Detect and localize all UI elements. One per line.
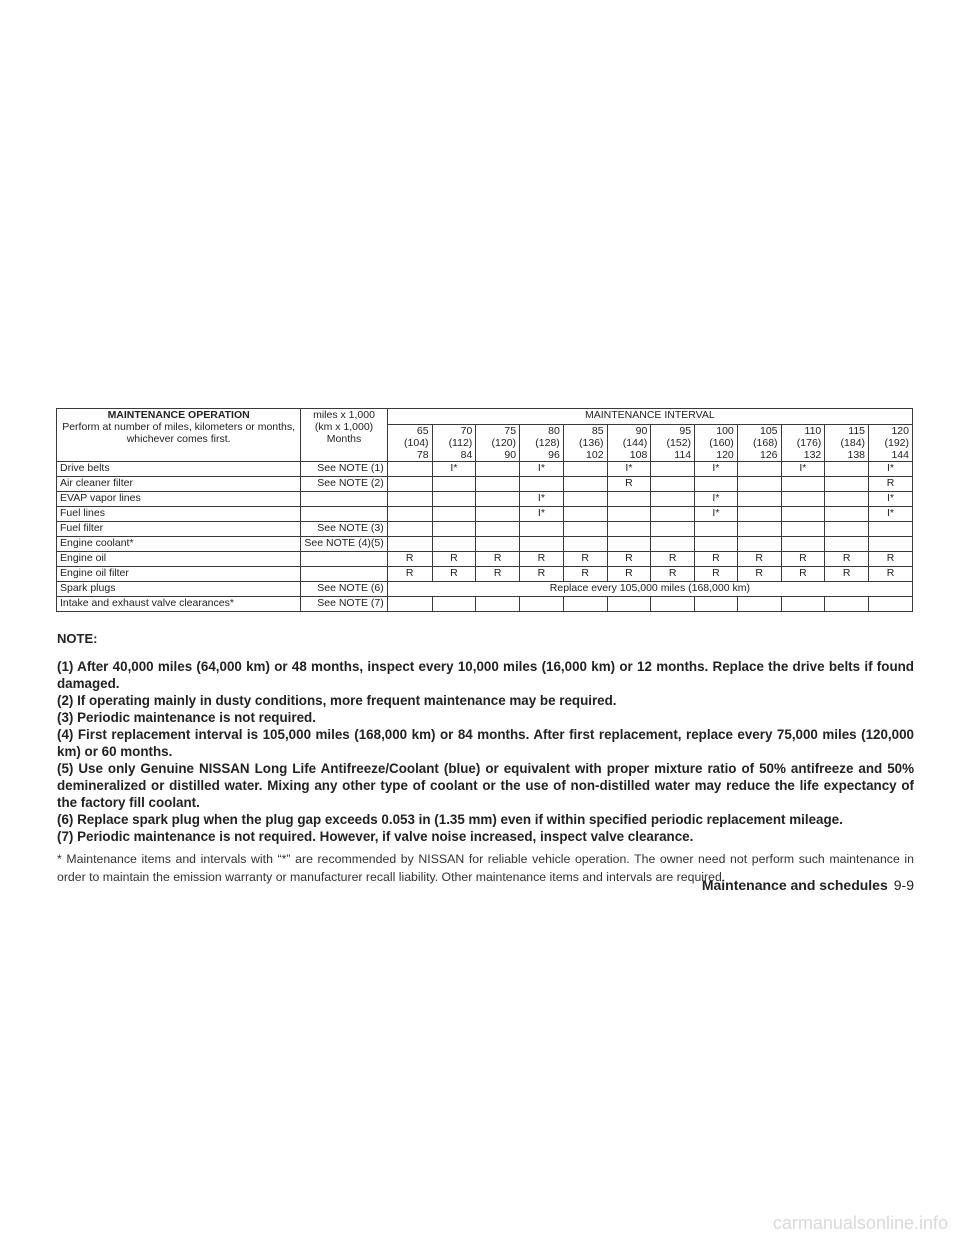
interval-mark: [432, 537, 476, 552]
interval-mark: [825, 477, 869, 492]
miles-label: miles x 1,000: [313, 409, 375, 421]
interval-mark: [607, 492, 651, 507]
interval-mark: [825, 507, 869, 522]
operation-name: Drive belts: [57, 462, 301, 477]
interval-mark: R: [651, 552, 695, 567]
interval-cell: [737, 425, 781, 462]
interval-mark: I*: [869, 492, 913, 507]
interval-cell: [563, 425, 607, 462]
interval-mark: R: [476, 552, 520, 567]
interval-mark: [695, 597, 738, 612]
interval-mark: [432, 597, 476, 612]
note-item: (2) If operating mainly in dusty conditions, more frequent maintenance may be required.: [57, 693, 617, 708]
operation-note: See NOTE (2): [301, 477, 388, 492]
interval-mark: [869, 597, 913, 612]
interval-km: (176): [796, 437, 822, 449]
interval-miles: 115: [848, 425, 866, 437]
interval-mark: [387, 507, 432, 522]
interval-cell: [432, 425, 476, 462]
interval-mark: [781, 597, 825, 612]
interval-miles: 80: [548, 425, 560, 437]
interval-months: 90: [504, 449, 517, 461]
operation-name: Air cleaner filter: [57, 477, 301, 492]
interval-mark: [476, 462, 520, 477]
interval-mark: [563, 597, 607, 612]
interval-months: 114: [674, 449, 692, 461]
table-row: [57, 477, 913, 492]
interval-mark: I*: [432, 462, 476, 477]
interval-mark: [520, 477, 564, 492]
operation-note: See NOTE (6): [301, 582, 388, 597]
interval-mark: [825, 537, 869, 552]
note-item: (4) First replacement interval is 105,000 miles (168,000 km) or 84 months. After first replacement, replace every 75,000 miles (120,000 km) or 60 months.: [57, 727, 914, 759]
interval-miles: 105: [760, 425, 778, 437]
interval-mark: [651, 522, 695, 537]
interval-header: MAINTENANCE INTERVAL: [387, 409, 912, 425]
operation-note: [301, 567, 388, 582]
interval-mark: [737, 507, 781, 522]
interval-mark: [520, 597, 564, 612]
interval-miles: 70: [460, 425, 473, 437]
interval-mark: R: [695, 552, 738, 567]
interval-mark: R: [476, 567, 520, 582]
interval-mark: [737, 492, 781, 507]
interval-mark: R: [563, 552, 607, 567]
interval-mark: [387, 522, 432, 537]
interval-miles: 95: [679, 425, 692, 437]
interval-mark: [737, 537, 781, 552]
interval-km: (128): [535, 437, 560, 449]
interval-mark: [432, 477, 476, 492]
interval-mark: [476, 522, 520, 537]
interval-mark: I*: [520, 462, 564, 477]
interval-mark: R: [737, 567, 781, 582]
interval-mark: [563, 462, 607, 477]
interval-mark: [737, 462, 781, 477]
interval-mark: I*: [781, 462, 825, 477]
interval-mark: R: [869, 552, 913, 567]
operation-name: Engine oil: [57, 552, 301, 567]
interval-mark: [869, 537, 913, 552]
interval-km: (192): [884, 437, 909, 449]
interval-mark: [825, 597, 869, 612]
interval-span-text: Replace every 105,000 miles (168,000 km): [387, 582, 912, 597]
interval-miles: 110: [804, 425, 822, 437]
table-row: [57, 522, 913, 537]
interval-cell: [520, 425, 564, 462]
interval-mark: R: [432, 552, 476, 567]
interval-mark: R: [387, 567, 432, 582]
note-item: (5) Use only Genuine NISSAN Long Life Antifreeze/Coolant (blue) or equivalent with proper mixture ratio of 50% antifreeze and 50% demineralized or distilled water. Mixing any other type of coolant or the use of non-distilled water may reduce the life expectancy of the factory fill coolant.: [57, 761, 914, 810]
interval-mark: R: [607, 477, 651, 492]
interval-mark: R: [869, 477, 913, 492]
table-row: [57, 567, 913, 582]
interval-mark: [563, 507, 607, 522]
interval-mark: R: [607, 567, 651, 582]
interval-mark: [695, 522, 738, 537]
interval-mark: [520, 522, 564, 537]
operation-note: See NOTE (1): [301, 462, 388, 477]
interval-mark: R: [825, 567, 869, 582]
interval-mark: [737, 597, 781, 612]
interval-cell: [651, 425, 695, 462]
interval-km: (168): [753, 437, 778, 449]
interval-mark: R: [563, 567, 607, 582]
interval-mark: I*: [695, 492, 738, 507]
interval-mark: I*: [869, 507, 913, 522]
interval-mark: I*: [520, 507, 564, 522]
operation-name: Engine coolant*: [57, 537, 301, 552]
interval-mark: [563, 537, 607, 552]
interval-mark: [781, 477, 825, 492]
interval-mark: [387, 492, 432, 507]
interval-mark: R: [825, 552, 869, 567]
interval-mark: R: [520, 567, 564, 582]
interval-mark: I*: [607, 462, 651, 477]
interval-mark: [781, 537, 825, 552]
operation-note: [301, 507, 388, 522]
interval-km: (136): [579, 437, 604, 449]
maintenance-schedule-table: [56, 408, 913, 612]
interval-km: (160): [709, 437, 734, 449]
operation-note: See NOTE (3): [301, 522, 388, 537]
interval-mark: [520, 537, 564, 552]
interval-mark: I*: [520, 492, 564, 507]
interval-km: (120): [491, 437, 517, 449]
interval-months: 102: [586, 449, 604, 461]
interval-km: (184): [840, 437, 866, 449]
table-row: [57, 462, 913, 477]
interval-miles: 85: [591, 425, 604, 437]
interval-mark: I*: [695, 462, 738, 477]
interval-mark: [737, 477, 781, 492]
interval-miles: 75: [504, 425, 517, 437]
interval-months: 84: [460, 449, 473, 461]
operation-name: Engine oil filter: [57, 567, 301, 582]
interval-cell: [869, 425, 913, 462]
interval-mark: R: [387, 552, 432, 567]
interval-miles: 100: [716, 425, 734, 437]
notes-title: NOTE:: [57, 631, 98, 646]
interval-mark: [607, 522, 651, 537]
interval-mark: [781, 492, 825, 507]
notes-section: [57, 631, 914, 886]
interval-mark: R: [607, 552, 651, 567]
interval-months: 138: [847, 449, 866, 461]
interval-mark: [387, 537, 432, 552]
interval-km: (104): [404, 437, 429, 449]
interval-mark: R: [781, 567, 825, 582]
interval-mark: [476, 477, 520, 492]
interval-mark: [563, 522, 607, 537]
interval-mark: [387, 477, 432, 492]
interval-cell: [607, 425, 651, 462]
operation-name: EVAP vapor lines: [57, 492, 301, 507]
interval-mark: [651, 492, 695, 507]
note-item: (7) Periodic maintenance is not required. However, if valve noise increased, inspect valve clearance.: [57, 829, 694, 844]
interval-mark: [432, 522, 476, 537]
interval-cell: [825, 425, 869, 462]
interval-months: 126: [760, 449, 778, 461]
interval-mark: [387, 597, 432, 612]
operation-header-desc: Perform at number of miles, kilometers or months, whichever comes first.: [62, 421, 296, 445]
operation-header-title: MAINTENANCE OPERATION: [107, 409, 250, 421]
interval-months: 96: [548, 449, 560, 461]
interval-mark: [651, 597, 695, 612]
interval-mark: [476, 492, 520, 507]
interval-mark: [695, 477, 738, 492]
interval-mark: [476, 507, 520, 522]
table-row: [57, 582, 913, 597]
footnote: * Maintenance items and intervals with “*” are recommended by NISSAN for reliable vehicle operation. The owner need not perform such maintenance in order to maintain the emission warranty or manufacturer recall liability. Other maintenance items and intervals are required.: [57, 852, 914, 884]
operation-note: See NOTE (4)(5): [301, 537, 388, 552]
interval-mark: [695, 537, 738, 552]
interval-mark: [563, 477, 607, 492]
operation-name: Fuel filter: [57, 522, 301, 537]
interval-cell: [387, 425, 432, 462]
interval-miles: 65: [416, 425, 429, 437]
interval-mark: [432, 492, 476, 507]
interval-mark: [651, 477, 695, 492]
interval-mark: I*: [695, 507, 738, 522]
interval-mark: [476, 597, 520, 612]
interval-km: (144): [622, 437, 648, 449]
months-label: Months: [326, 433, 362, 445]
interval-mark: [563, 492, 607, 507]
page-number: 9-9: [893, 877, 914, 893]
interval-mark: [825, 492, 869, 507]
table-row: [57, 537, 913, 552]
interval-mark: [825, 522, 869, 537]
interval-mark: R: [781, 552, 825, 567]
note-item: (1) After 40,000 miles (64,000 km) or 48 months, inspect every 10,000 miles (16,000 km) or 12 months. Replace the drive belts if found damaged.: [57, 659, 914, 691]
section-title: Maintenance and schedules: [701, 877, 888, 893]
page-footer: [702, 877, 914, 893]
interval-mark: R: [520, 552, 564, 567]
interval-months: 108: [629, 449, 648, 461]
interval-miles: 90: [635, 425, 648, 437]
miles-header-cell: [301, 409, 388, 462]
operation-name: Spark plugs: [57, 582, 301, 597]
interval-mark: [387, 462, 432, 477]
interval-mark: [651, 462, 695, 477]
interval-mark: [825, 462, 869, 477]
table-row: [57, 492, 913, 507]
interval-mark: [432, 507, 476, 522]
table-row: [57, 507, 913, 522]
table-row: [57, 552, 913, 567]
interval-months: 132: [803, 449, 822, 461]
operation-note: [301, 492, 388, 507]
interval-mark: [869, 522, 913, 537]
interval-cell: [781, 425, 825, 462]
interval-cell: [476, 425, 520, 462]
interval-mark: I*: [869, 462, 913, 477]
operation-name: Intake and exhaust valve clearances*: [57, 597, 301, 612]
interval-mark: R: [651, 567, 695, 582]
interval-miles: 120: [891, 425, 909, 437]
interval-mark: R: [432, 567, 476, 582]
interval-months: 78: [416, 449, 429, 461]
interval-mark: [476, 537, 520, 552]
interval-mark: [607, 537, 651, 552]
table-row: [57, 597, 913, 612]
interval-mark: R: [695, 567, 738, 582]
interval-mark: R: [737, 552, 781, 567]
operation-note: See NOTE (7): [301, 597, 388, 612]
interval-mark: [737, 522, 781, 537]
interval-mark: R: [869, 567, 913, 582]
watermark: carmanualsonline.info: [772, 1213, 948, 1233]
interval-mark: [781, 507, 825, 522]
interval-km: (152): [666, 437, 692, 449]
interval-mark: [607, 507, 651, 522]
interval-mark: [607, 597, 651, 612]
operation-note: [301, 552, 388, 567]
interval-mark: [781, 522, 825, 537]
note-item: (3) Periodic maintenance is not required.: [57, 710, 316, 725]
km-label: (km x 1,000): [314, 421, 374, 433]
interval-km: (112): [448, 437, 473, 449]
operation-header-cell: [57, 409, 301, 462]
interval-mark: [651, 507, 695, 522]
interval-months: 120: [716, 449, 734, 461]
interval-mark: [651, 537, 695, 552]
note-item: (6) Replace spark plug when the plug gap exceeds 0.053 in (1.35 mm) even if within specified periodic replacement mileage.: [57, 812, 843, 827]
interval-months: 144: [891, 449, 909, 461]
interval-cell: [695, 425, 738, 462]
operation-name: Fuel lines: [57, 507, 301, 522]
